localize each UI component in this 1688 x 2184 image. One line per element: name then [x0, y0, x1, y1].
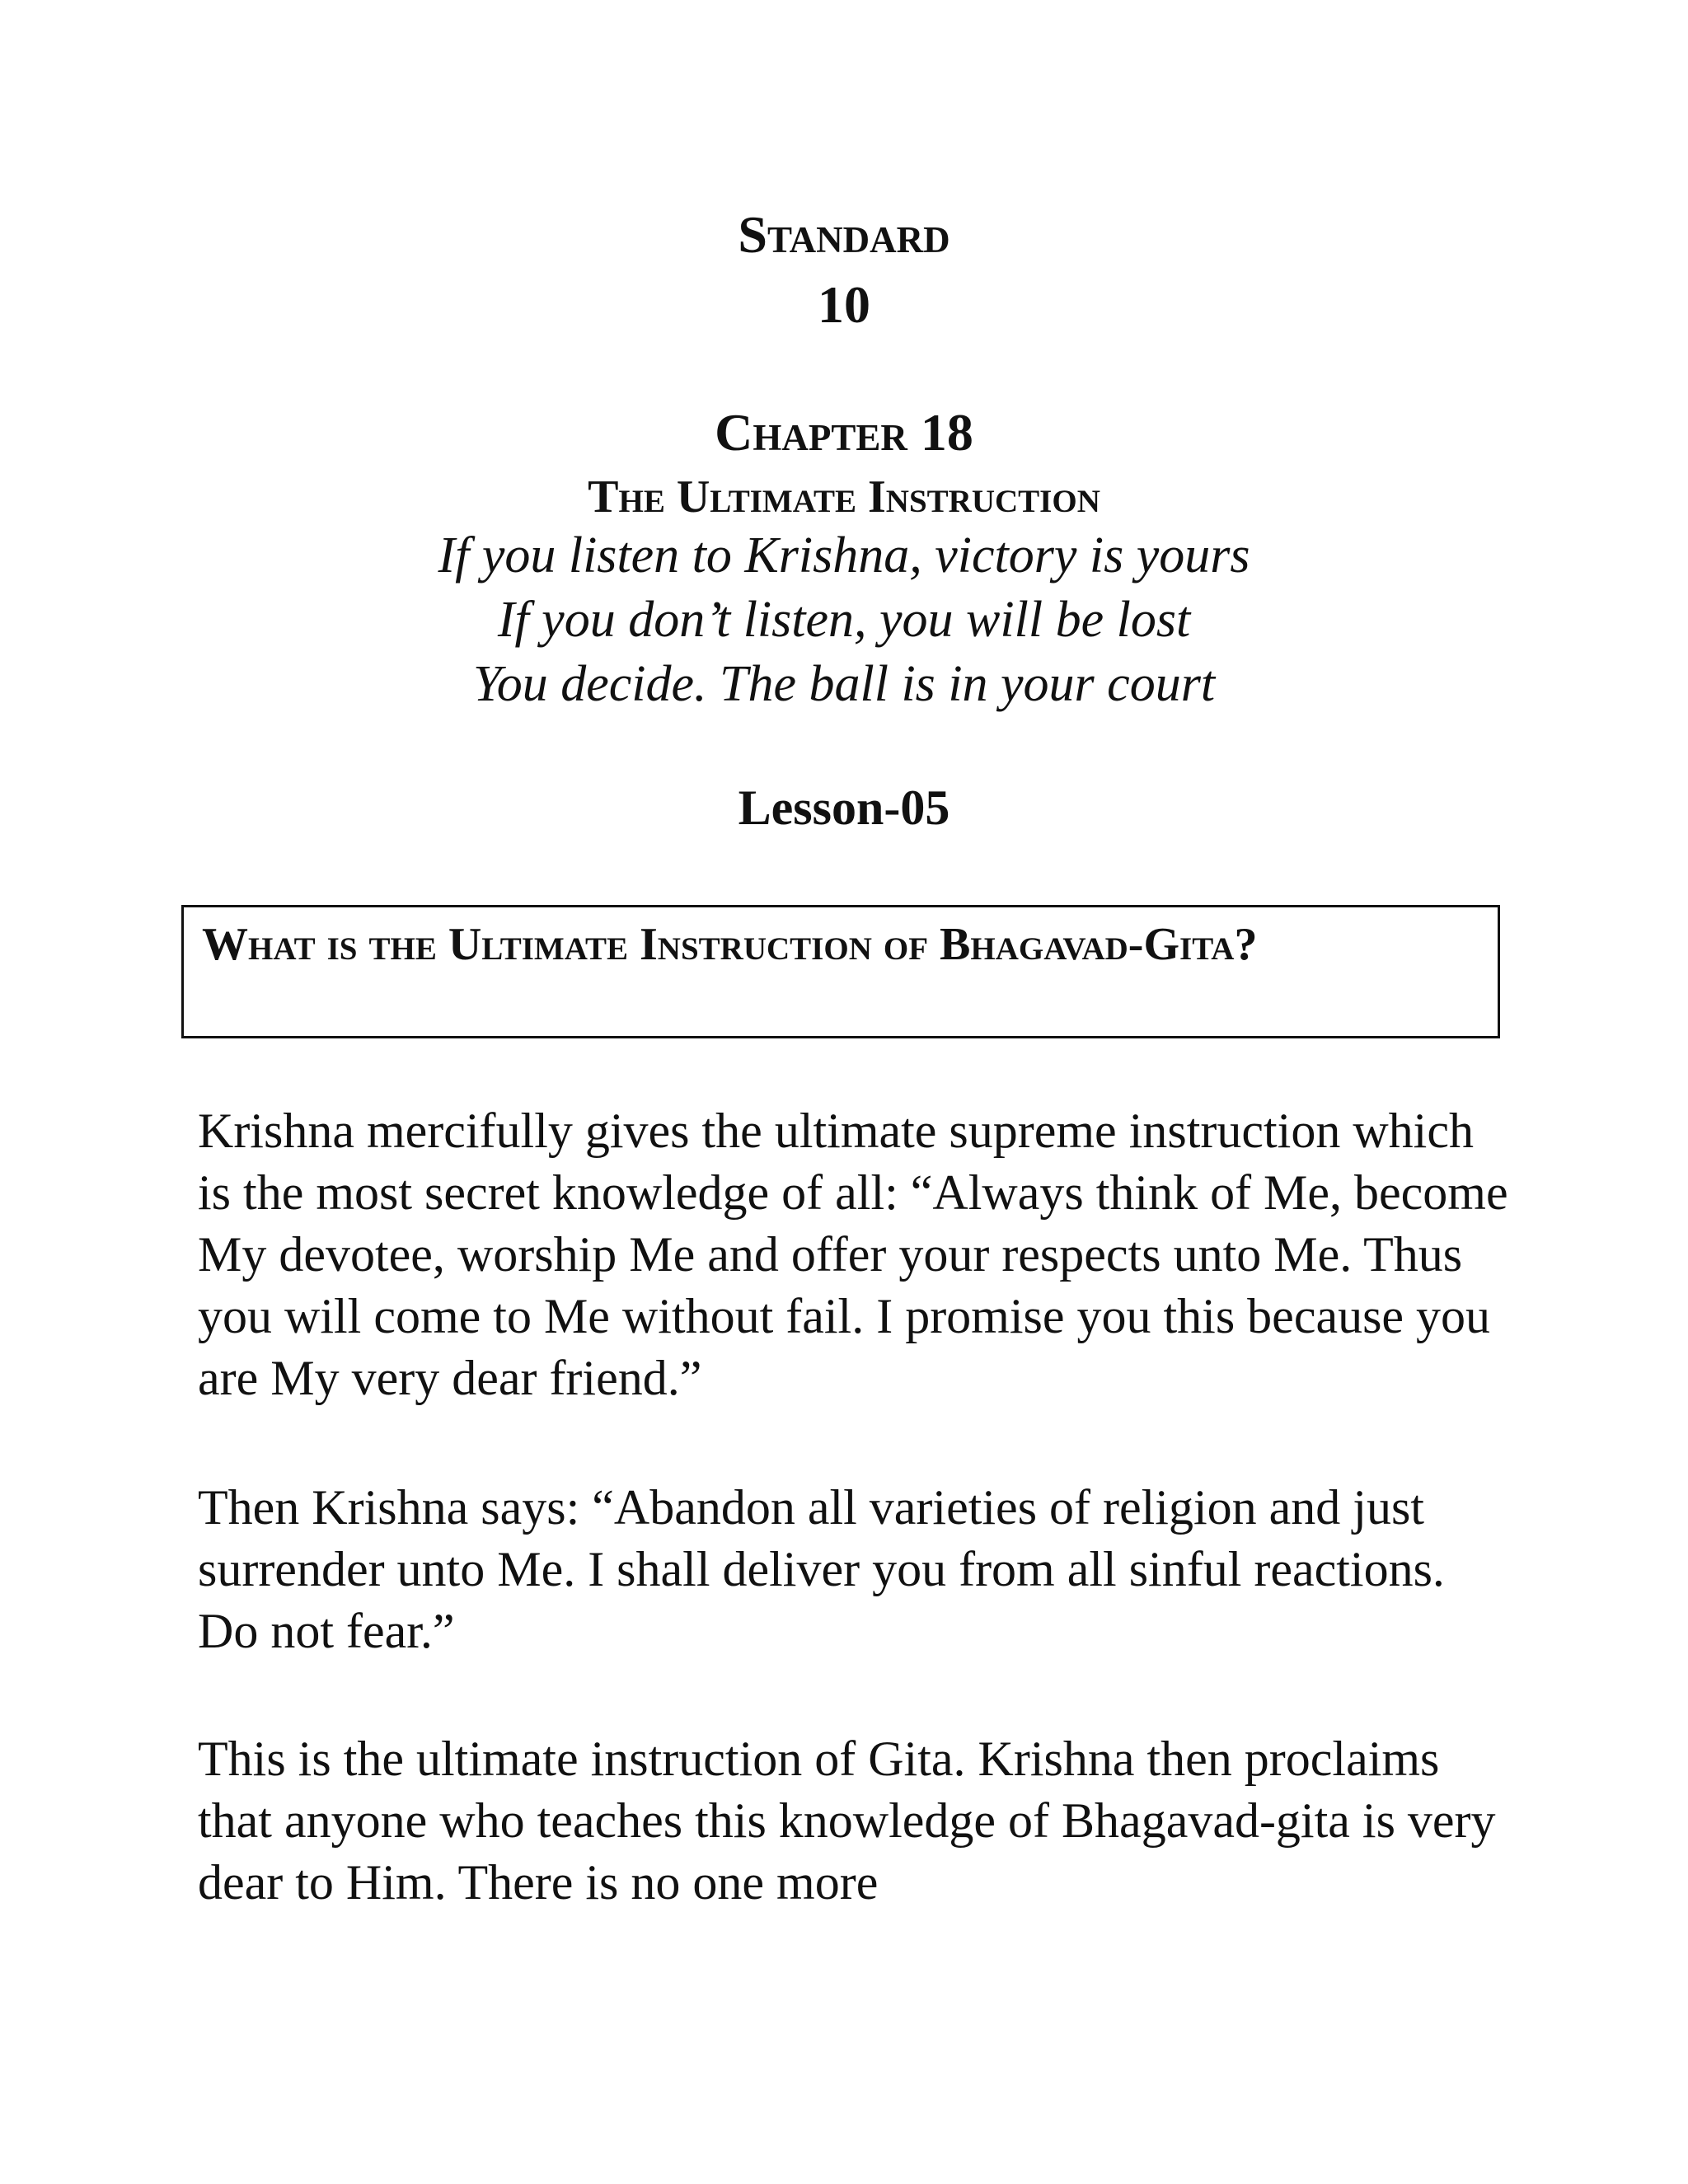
- question-box: [181, 905, 1500, 1038]
- standard-number: 10: [818, 275, 870, 334]
- body-paragraph-2: Then Krishna says: “Abandon all varieties of religion and just surrender unto Me. I shall deliver you from all sinful reactions. Do not fear.”: [198, 1480, 1445, 1658]
- question-text: What is the Ultimate Instruction of Bhagavad-Gita?: [202, 919, 1258, 970]
- tagline-line-3: You decide. The ball is in your court: [472, 656, 1216, 712]
- body-paragraph-3: This is the ultimate instruction of Gita. Krishna then proclaims that anyone who teaches this knowledge of Bhagavad-gita is very dear to Him. There is no one more: [198, 1732, 1496, 1910]
- chapter-title: Chapter 18: [715, 403, 973, 462]
- chapter-subtitle: The Ultimate Instruction: [588, 471, 1100, 523]
- tagline-line-1: If you listen to Krishna, victory is yours: [438, 527, 1250, 583]
- tagline-line-2: If you don’t listen, you will be lost: [497, 592, 1191, 648]
- standard-title: Standard: [738, 205, 950, 264]
- body-paragraph-1: Krishna mercifully gives the ultimate supreme instruction which is the most secret knowledge of all: “Always think of Me, become My devotee, worship Me and offer your respects unto Me. Thus you will come to Me without fail. I promise you this because you are My very dear friend.”: [198, 1104, 1508, 1405]
- lesson-label: Lesson-05: [738, 780, 950, 835]
